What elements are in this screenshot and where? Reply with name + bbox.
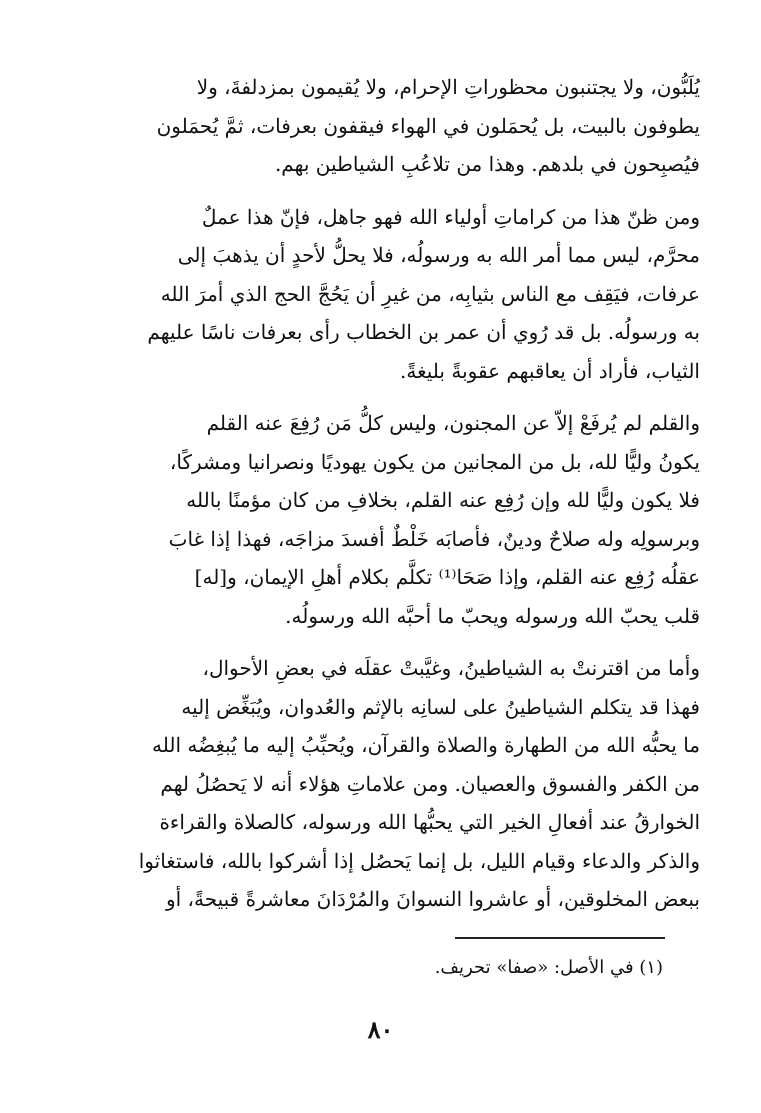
paragraph-3 — [72, 404, 700, 635]
text-line: الخوارقُ عند أفعالِ الخير التي يحبُّها الله ورسوله، كالصلاة والقراءة — [159, 810, 700, 834]
text-line: فهذا قد يتكلم الشياطينُ على لسانِه بالإثم والعُدوان، ويُبَغِّض إليه — [181, 694, 700, 719]
text-line: فلا يكون وليًّا لله وإن رُفِع عنه القلم، بخلافِ من كان مؤمنًا بالله — [186, 488, 700, 512]
footnote: (١) في الأصل: «صفا» تحريف. — [434, 957, 663, 978]
text-line: ما يحبُّه الله من الطهارة والصلاة والقرآن، ويُحبِّبُ إليه ما يُبغِضُه الله — [152, 733, 700, 757]
text-line: فيُصبِحون في بلدهم. وهذا من تلاعُبِ الشياطين بهم. — [274, 152, 700, 176]
paragraph-2 — [72, 198, 700, 391]
text-line: قلب يحبّ الله ورسوله ويحبّ ما أحبَّه الله ورسولُه. — [285, 603, 700, 628]
text-line: يطوفون بالبيت، بل يُحمَلون في الهواء فيقفون بعرفات، ثمَّ يُحمَلون — [156, 113, 700, 138]
text-line: والذكر والدعاء وقيام الليل، بل إنما يَحصُل إذا أشركوا بالله، فاستغاثوا — [138, 848, 700, 873]
text-line: عقلُه رُفِع عنه القلم، وإذا صَحَا⁽¹⁾ تكلَّم بكلام أهلِ الإيمان، و[له] — [194, 565, 700, 589]
paragraph-1 — [72, 68, 700, 184]
text-line: وبرسولِه وله صلاحٌ ودينٌ، فأصابَه خَلْطٌ أفسدَ مزاجَه، فهذا إذا غابَ — [168, 526, 700, 551]
text-line: عرفات، فيَقِف مع الناس بثيابِه، من غيرِ أن يَحُجَّ الحج الذي أمرَ الله — [160, 281, 700, 306]
text-line: وأما من اقترنتْ به الشياطينُ، وغيَّبتْ عقلَه في بعضِ الأحوال، — [202, 656, 700, 680]
text-line: يكونُ وليًّا لله، بل من المجانين من يكون يهوديًا ونصرانيا ومشركًا، — [169, 449, 700, 474]
text-line: الثياب، فأراد أن يعاقبهم عقوبةً بليغةً. — [400, 358, 700, 383]
body-text — [72, 68, 700, 933]
text-line: من الكفر والفسوق والعصيان. ومن علاماتِ هؤلاء أنه لا يَحصُلُ لهم — [160, 771, 700, 796]
page-number: ٨٠ — [367, 1015, 394, 1044]
paragraph-4 — [72, 649, 700, 919]
text-line: به ورسولُه. بل قد رُوي أن عمر بن الخطاب رأى بعرفات ناسًا عليهم — [147, 320, 700, 344]
footnote-divider — [455, 937, 665, 939]
text-line: ومن ظنّ هذا من كراماتِ أولياء الله فهو جاهل، فإنّ هذا عملٌ — [201, 204, 700, 229]
text-line: ببعض المخلوقين، أو عاشروا النسوانَ والمُرْدَانَ معاشرةً قبيحةً، أو — [165, 887, 700, 911]
text-line: يُلَبُّون، ولا يجتنبون محظوراتِ الإحرام، ولا يُقيمون بمزدلفةَ، ولا — [196, 75, 700, 99]
text-line: والقلم لم يُرفَعْ إلاّ عن المجنون، وليس كلُّ مَن رُفِعَ عنه القلم — [206, 411, 700, 435]
text-line: محرَّم، ليس مما أمر الله به ورسولُه، فلا يحلُّ لأحدٍ أن يذهبَ إلى — [177, 243, 700, 267]
